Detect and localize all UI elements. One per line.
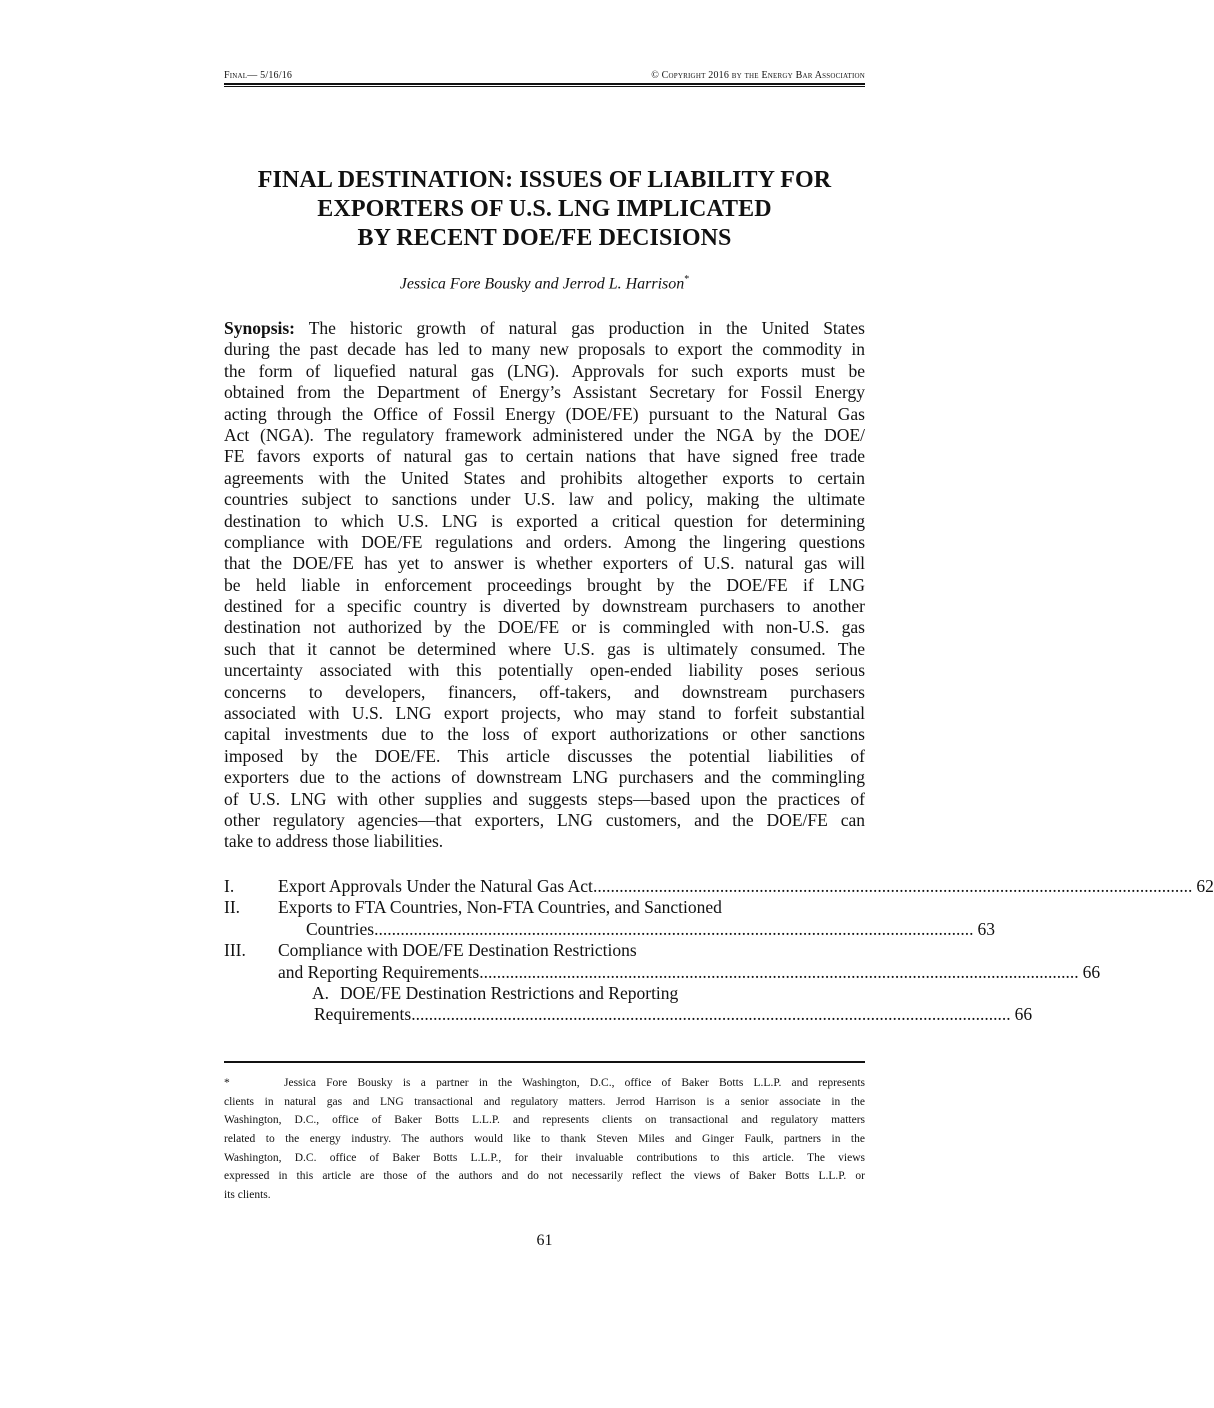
toc-text: Countries	[306, 918, 375, 939]
footnote-marker: *	[224, 1077, 230, 1089]
synopsis-line: be held liable in enforcement proceedings brought by the DOE/FE if LNG	[224, 574, 865, 595]
footnote-marker: *	[684, 274, 690, 285]
page-number: 61	[536, 1232, 553, 1249]
synopsis-line: such that it cannot be determined where U.S. gas is ultimately consumed. The	[224, 638, 865, 659]
table-of-contents	[224, 876, 1214, 1026]
toc-page: 66	[1014, 1004, 1033, 1025]
title-line: BY RECENT DOE/FE DECISIONS	[357, 225, 732, 251]
toc-entry[interactable]	[224, 897, 865, 918]
synopsis-line: obtained from the Department of Energy’s Assistant Secretary for Fossil Energy	[224, 382, 865, 403]
toc-sub-number: A.	[312, 982, 330, 1003]
author-names: Jessica Fore Bousky and Jerrod L. Harrison	[399, 275, 685, 293]
synopsis-line: acting through the Office of Fossil Energy (DOE/FE) pursuant to the Natural Gas	[224, 403, 865, 424]
toc-entry-continuation[interactable]	[224, 961, 1101, 983]
synopsis-line: countries subject to sanctions under U.S. law and policy, making the ultimate	[224, 489, 865, 510]
title-line: FINAL DESTINATION: ISSUES OF LIABILITY FOR	[257, 167, 832, 193]
synopsis-line: capital investments due to the loss of export authorizations or other sanctions	[224, 724, 865, 745]
toc-entry[interactable]	[224, 876, 1214, 897]
synopsis-line: destined for a specific country is diverted by downstream purchasers to another	[224, 596, 865, 617]
synopsis-line: during the past decade has led to many new proposals to export the commodity in	[224, 339, 865, 360]
header-date: Final— 5/16/16	[224, 70, 293, 81]
title-line: EXPORTERS OF U.S. LNG IMPLICATED	[317, 196, 772, 222]
synopsis-line: FE favors exports of natural gas to certain nations that have signed free trade	[224, 446, 865, 467]
toc-dots: .........................................................................................................................................	[411, 1004, 1011, 1025]
footnote-line: Washington, D.C. office of Baker Botts L.L.P., for their invaluable contributions to this article. The views	[224, 1151, 865, 1164]
synopsis-line: the form of liquefied natural gas (LNG). Approvals for such exports must be	[224, 360, 865, 381]
toc-dots: .........................................................................................................................................	[592, 876, 1193, 896]
footnote-line: expressed in this article are those of the authors and do not necessarily reflect the views of Baker Botts L.L.P. or	[224, 1170, 865, 1183]
synopsis-label: Synopsis:	[224, 318, 296, 338]
header-rule	[224, 83, 865, 87]
toc-subentry-continuation[interactable]	[224, 1004, 1033, 1025]
footnote-line	[224, 1074, 865, 1093]
toc-number: II.	[224, 897, 241, 918]
footnote-text: Jessica Fore Bousky is a partner in the Washington, D.C., office of Baker Botts L.L.P. and represents	[284, 1077, 865, 1089]
synopsis-line: of U.S. LNG with other supplies and suggests steps—based upon the practices of	[224, 788, 865, 809]
synopsis-line: concerns to developers, financers, off-takers, and downstream purchasers	[224, 681, 865, 702]
footnote-line: clients in natural gas and LNG transactional and regulatory matters. Jerrod Harrison is a senior associate in the	[224, 1095, 865, 1108]
toc-text: Compliance with DOE/FE Destination Restrictions	[278, 940, 637, 961]
toc-page: 63	[977, 918, 995, 939]
synopsis-paragraph	[224, 318, 865, 853]
toc-dots: .........................................................................................................................................	[374, 918, 974, 939]
synopsis-line: exporters due to the actions of downstream LNG purchasers and the commingling	[224, 767, 865, 788]
toc-number: III.	[224, 940, 246, 961]
article-title	[224, 166, 865, 253]
synopsis-line: that the DOE/FE has yet to answer is whether exporters of U.S. natural gas will	[224, 553, 865, 574]
footnote-line: its clients.	[224, 1189, 271, 1202]
toc-entry-continuation[interactable]	[224, 918, 995, 940]
toc-leader	[278, 876, 1214, 897]
toc-text: DOE/FE Destination Restrictions and Reporting	[340, 982, 679, 1003]
toc-number: I.	[224, 876, 235, 896]
toc-text: Export Approvals Under the Natural Gas Act	[278, 876, 593, 896]
header-copyright: © Copyright 2016 by the Energy Bar Association	[651, 70, 865, 81]
synopsis-line: uncertainty associated with this potentially open-ended liability poses serious	[224, 660, 865, 681]
synopsis-line: associated with U.S. LNG export projects, who may stand to forfeit substantial	[224, 703, 865, 724]
toc-text: Requirements	[314, 1004, 412, 1025]
toc-subentry[interactable]	[224, 983, 865, 1004]
footnote-line: Washington, D.C., office of Baker Botts L.L.P. and represents clients on transactional and regulatory matters	[224, 1114, 865, 1127]
synopsis-line: other regulatory agencies—that exporters, LNG customers, and the DOE/FE can	[224, 809, 865, 830]
synopsis-line: destination to which U.S. LNG is exported a critical question for determining	[224, 510, 865, 531]
toc-leader	[306, 918, 995, 940]
footnote-rule	[224, 1061, 865, 1063]
footnote	[224, 1074, 865, 1205]
toc-page: 62	[1196, 876, 1214, 896]
synopsis-line: compliance with DOE/FE regulations and orders. Among the lingering questions	[224, 531, 865, 552]
synopsis-line: agreements with the United States and prohibits altogether exports to certain	[224, 467, 865, 488]
toc-text: and Reporting Requirements	[278, 961, 480, 982]
toc-dots: .........................................................................................................................................	[479, 961, 1079, 982]
toc-text: Exports to FTA Countries, Non-FTA Countries, and Sanctioned	[278, 897, 722, 918]
synopsis-line: destination not authorized by the DOE/FE or is commingled with non-U.S. gas	[224, 617, 865, 638]
synopsis-line	[224, 318, 865, 339]
footnote-line: related to the energy industry. The authors would like to thank Steven Miles and Ginger Faulk, partners in the	[224, 1133, 865, 1146]
synopsis-line: Act (NGA). The regulatory framework administered under the NGA by the DOE/	[224, 424, 865, 445]
toc-leader	[314, 1004, 1033, 1025]
synopsis-text: The historic growth of natural gas production in the United States	[295, 318, 865, 338]
toc-page: 66	[1082, 961, 1101, 982]
toc-entry[interactable]	[224, 940, 865, 961]
synopsis-line: take to address those liabilities.	[224, 831, 444, 852]
author-byline	[224, 274, 865, 293]
toc-leader	[278, 961, 1101, 983]
synopsis-line: imposed by the DOE/FE. This article discusses the potential liabilities of	[224, 745, 865, 766]
